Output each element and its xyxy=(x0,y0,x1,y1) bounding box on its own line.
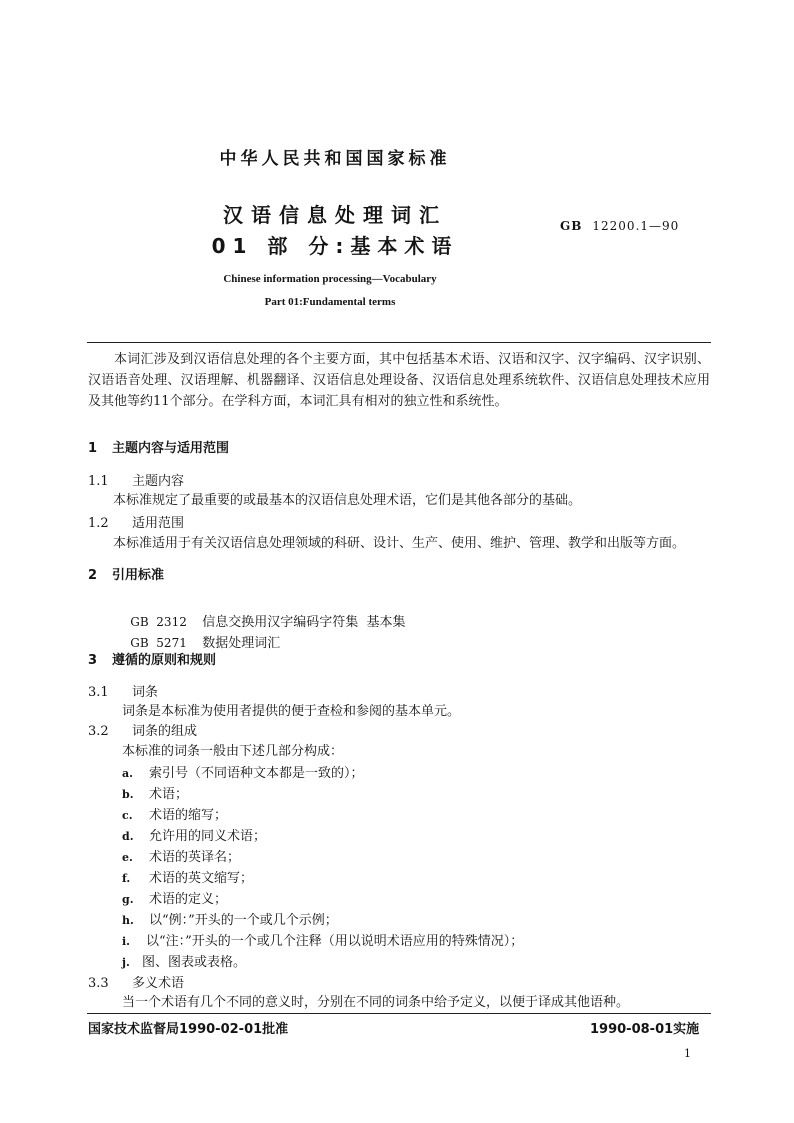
subsection-1-1-text: 本标准规定了最重要的或最基本的汉语信息处理术语，它们是其他各部分的基础。 xyxy=(113,493,582,508)
reference-standard-item xyxy=(122,617,280,651)
list-item xyxy=(122,804,227,823)
list-item-letter: i. xyxy=(122,935,131,948)
subsection-number: 3.3 xyxy=(88,976,109,991)
subsection-title: 多义术语 xyxy=(132,976,185,991)
subsection-number: 3.2 xyxy=(88,724,109,739)
list-item xyxy=(122,846,240,865)
english-title-line1: Chinese information processing—Vocabulary xyxy=(223,273,437,285)
subsection-1-2-text: 本标准适用于有关汉语信息处理领域的科研、设计、生产、使用、维护、管理、教学和出版等方面。 xyxy=(113,536,686,551)
document-main-title-line2: 01 部 分:基本术语 xyxy=(211,234,459,258)
list-item xyxy=(122,930,523,949)
section-3-heading xyxy=(88,649,216,668)
intro-paragraph: 本词汇涉及到汉语信息处理的各个主要方面，其中包括基本术语、汉语和汉字、汉字编码、汉字识别、汉语语音处理、汉语理解、机器翻译、汉语信息处理设备、汉语信息处理系统软件、汉语信息处理技术应用及其他等约11个部分。在学科方面，本词汇具有相对的独立性和系统性。 xyxy=(88,352,710,409)
list-item-letter: c. xyxy=(122,809,133,822)
list-item-text: 术语的定义； xyxy=(149,892,228,907)
list-item-letter: g. xyxy=(122,893,134,906)
subsection-3-2-heading xyxy=(88,720,197,739)
section-title: 引用标准 xyxy=(112,568,165,583)
list-item-letter: d. xyxy=(122,830,134,843)
subsection-1-1-heading xyxy=(88,470,184,489)
reference-code: GB 5271 xyxy=(130,636,187,650)
list-item-text: 以“注：”开头的一个或几个注释（用以说明术语应用的特殊情况）； xyxy=(146,934,524,949)
subsection-3-1-heading xyxy=(88,681,158,700)
list-item-text: 术语的英文缩写； xyxy=(149,871,254,886)
subsection-3-2-text: 本标准的词条一般由下述几部分构成： xyxy=(122,744,344,759)
section-2-heading xyxy=(88,564,164,583)
list-item-text: 术语的缩写； xyxy=(149,808,228,823)
list-item-text: 术语的英译名； xyxy=(149,850,241,865)
section-number: 2 xyxy=(88,568,98,583)
subsection-3-1-text: 词条是本标准为使用者提供的便于查检和参阅的基本单元。 xyxy=(122,704,461,719)
approval-line: 国家技术监督局1990-02-01批准 xyxy=(88,1022,289,1037)
subsection-3-3-text: 当一个术语有几个不同的意义时，分别在不同的词条中给予定义，以便于译成其他语种。 xyxy=(122,995,630,1010)
list-item-letter: b. xyxy=(122,788,134,801)
subsection-title: 词条 xyxy=(132,685,159,700)
page-number: 1 xyxy=(684,1047,691,1060)
subsection-title: 适用范围 xyxy=(132,516,185,531)
document-header-title: 中华人民共和国国家标准 xyxy=(219,149,451,169)
subsection-title: 词条的组成 xyxy=(132,724,198,739)
header-divider xyxy=(87,342,711,343)
standard-number-value: 12200.1—90 xyxy=(592,219,680,233)
list-item xyxy=(122,888,227,907)
list-item-letter: a. xyxy=(122,767,133,780)
list-item xyxy=(122,951,246,970)
english-title-line2: Part 01:Fundamental terms xyxy=(264,296,396,308)
list-item-text: 图、图表或表格。 xyxy=(142,955,247,970)
list-item xyxy=(122,825,266,844)
effective-date-line: 1990-08-01实施 xyxy=(590,1022,700,1037)
list-item xyxy=(122,762,364,781)
subsection-1-2-heading xyxy=(88,512,184,531)
list-item xyxy=(122,867,253,886)
list-item-letter: j. xyxy=(122,956,130,969)
section-number: 3 xyxy=(88,653,98,668)
section-number: 1 xyxy=(88,441,98,456)
list-item-letter: h. xyxy=(122,914,134,927)
list-item-text: 以“例：”开头的一个或几个示例； xyxy=(149,913,338,928)
list-item-text: 术语； xyxy=(149,787,189,802)
list-item-letter: e. xyxy=(122,851,133,864)
document-main-title-line1: 汉语信息处理词汇 xyxy=(223,203,447,227)
subsection-number: 3.1 xyxy=(88,685,109,700)
section-1-heading xyxy=(88,437,229,456)
subsection-number: 1.1 xyxy=(88,474,109,489)
list-item-text: 索引号（不同语种文本都是一致的）； xyxy=(149,766,364,781)
reference-title: 数据处理词汇 xyxy=(202,636,281,651)
standard-number xyxy=(560,219,679,233)
reference-code: GB 2312 xyxy=(130,615,187,629)
reference-title: 信息交换用汉字编码字符集 基本集 xyxy=(202,615,406,630)
list-item-letter: f. xyxy=(122,872,131,885)
subsection-3-3-heading xyxy=(88,972,184,991)
list-item-text: 允许用的同义术语； xyxy=(149,829,267,844)
list-item xyxy=(122,909,338,928)
footer-divider xyxy=(87,1013,711,1014)
subsection-title: 主题内容 xyxy=(132,474,185,489)
standard-code: GB xyxy=(560,219,583,233)
section-title: 遵循的原则和规则 xyxy=(112,653,217,668)
subsection-number: 1.2 xyxy=(88,516,109,531)
section-title: 主题内容与适用范围 xyxy=(112,441,230,456)
list-item xyxy=(122,783,188,802)
